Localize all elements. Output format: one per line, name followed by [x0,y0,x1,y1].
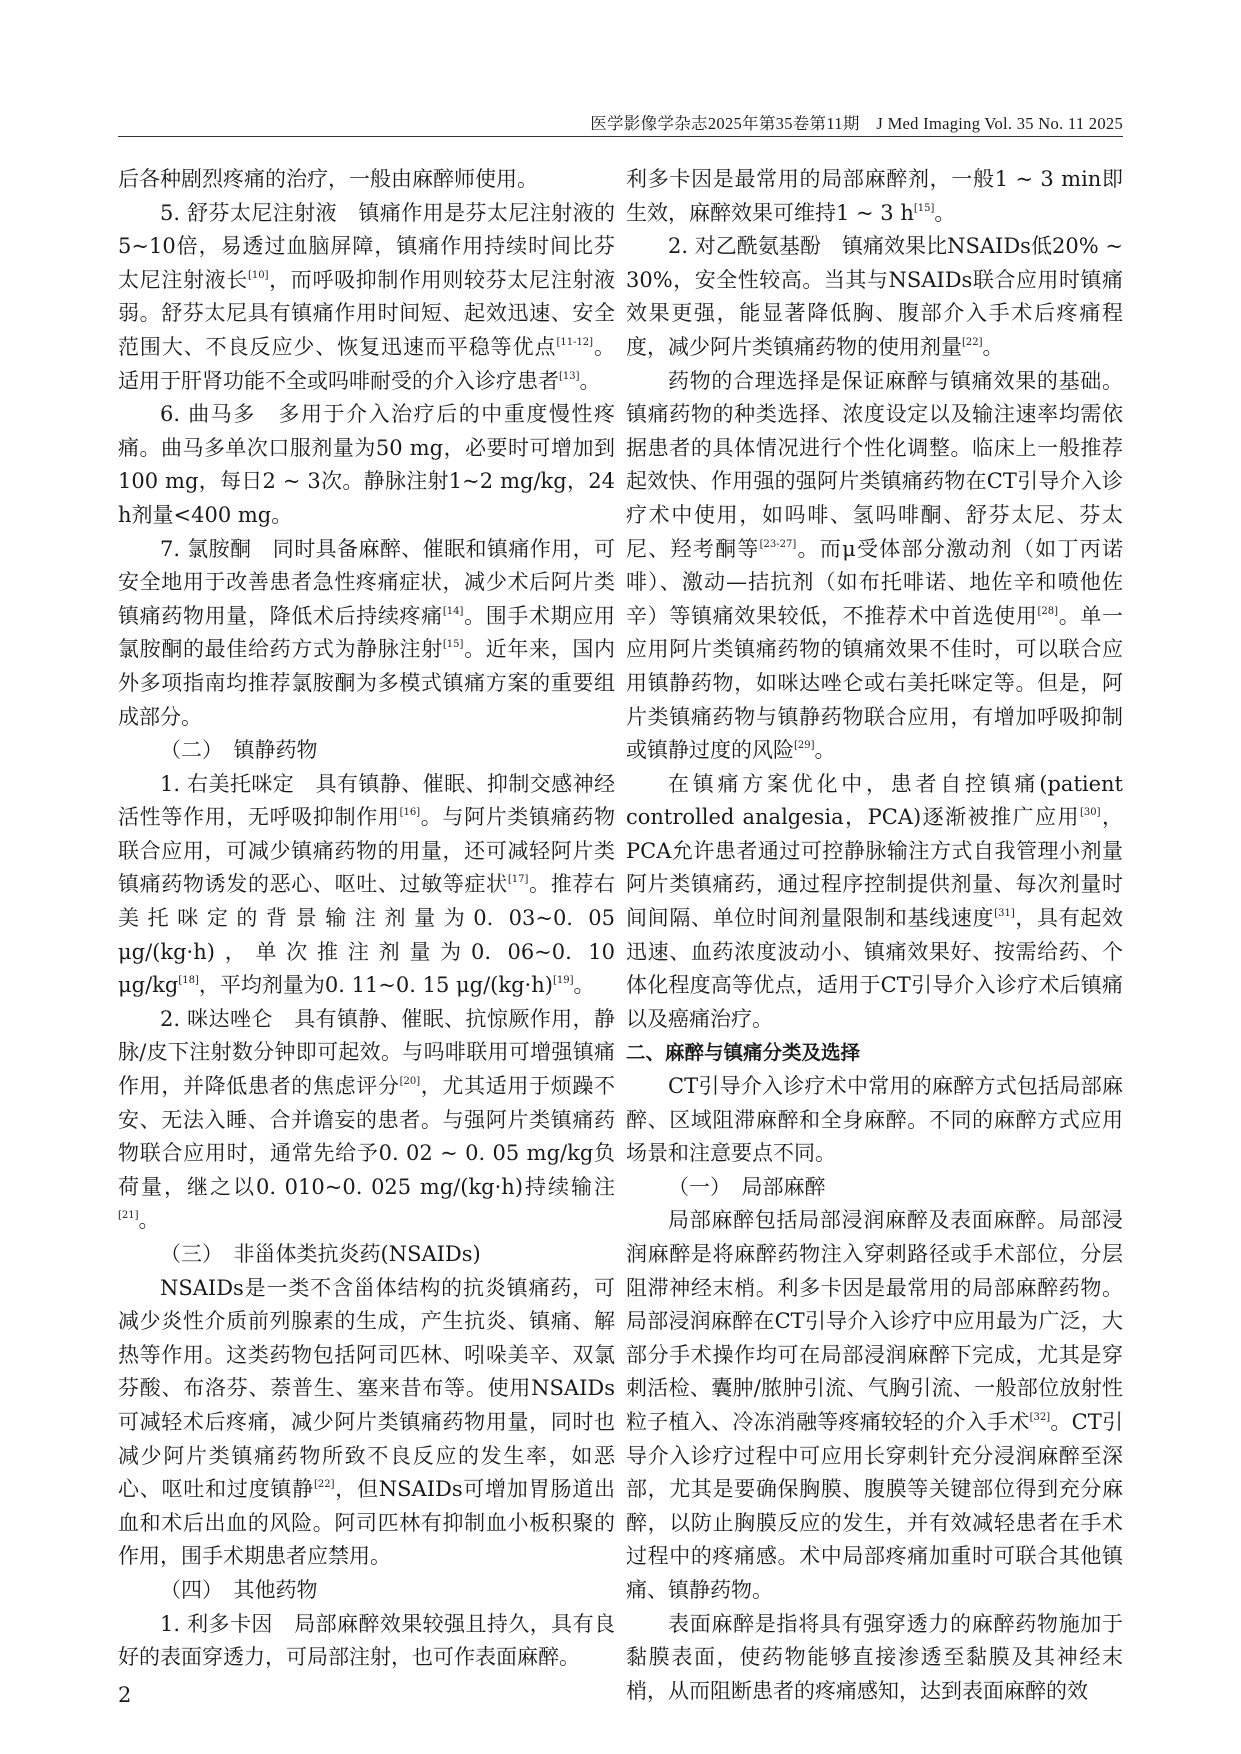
paragraph-dexmedetomidine: 1. 右美托咪定 具有镇静、催眠、抑制交感神经活性等作用，无呼吸抑制作用[16]。与阿片类镇痛药物联合应用，可减少镇痛药物的用量，还可减轻阿片类镇痛药物诱发的恶心、呕吐、过敏等症状[17]。推荐右美托咪定的背景输注剂量为0. 03~0. 05 μg/(kg·h)，单次推注剂量为0. 06~0. 10 μg/kg[18]，平均剂量为0. 11~0. 15 μg/(kg·h)[19]。 [118,771,616,998]
paragraph-surface-anesthesia: 表面麻醉是指将具有强穿透力的麻醉药物施加于黏膜表面，使药物能够直接渗透至黏膜及其神经末梢，从而阻断患者的疼痛感知，达到表面麻醉的效 [626,1611,1123,1703]
paragraph-midazolam: 2. 咪达唑仑 具有镇静、催眠、抗惊厥作用，静脉/皮下注射数分钟即可起效。与吗啡联用可增强镇痛作用，并降低患者的焦虑评分[20]，尤其适用于烦躁不安、无法入睡、合并谵妄的患者。与强阿片类镇痛药物联合应用时，通常先给予0. 02 ~ 0. 05 mg/kg负荷量，继之以0. 010~0. 025 mg/(kg·h)持续输注[21]。 [118,1006,616,1233]
paragraph-tramadol: 6. 曲马多 多用于介入治疗后的中重度慢性疼痛。曲马多单次口服剂量为50 mg，必要时可增加到100 mg，每日2 ~ 3次。静脉注射1~2 mg/kg，24 h剂量<400 mg。 [118,402,615,527]
citation: [23-27] [759,538,797,550]
right-column [626,163,1123,1708]
subsection-heading: （三） 非甾体类抗炎药(NSAIDs) [160,1242,481,1266]
page-number: 2 [118,1683,132,1707]
citation: [15] [442,639,464,651]
citation: [21] [118,1210,139,1222]
citation: [19] [552,975,574,987]
paragraph-sufentanil: 5. 舒芬太尼注射液 镇痛作用是芬太尼注射液的5~10倍，易透过血脑屏障，镇痛作用持续时间比芬太尼注射液长[10]，而呼吸抑制作用则较芬太尼注射液弱。舒芬太尼具有镇痛作用时间短、起效迅速、安全范围大、不良反应少、恢复迅速而平稳等优点[11-12]。适用于肝肾功能不全或吗啡耐受的介入诊疗患者[13]。 [118,200,616,393]
paragraph: CT引导介入诊疗术中常用的麻醉方式包括局部麻醉、区域阻滞麻醉和全身麻醉。不同的麻醉方式应用场景和注意要点不同。 [626,1074,1123,1166]
subsection-heading: （四） 其他药物 [160,1577,318,1602]
paragraph-pca: 在镇痛方案优化中，患者自控镇痛(patient controlled analgesia，PCA)逐渐被推广应用[30]，PCA允许患者通过可控静脉输注方式自我管理小剂量阿片类镇痛药，通过程序控制提供剂量、每次剂量时间间隔、单位时间剂量限制和基线速度[31]，具有起效迅速、血药浓度波动小、镇痛效果好、按需给药、个体化程度高等优点，适用于CT引导介入诊疗术后镇痛以及癌痛治疗。 [626,771,1124,1031]
paragraph-local-anesthesia: 局部麻醉包括局部浸润麻醉及表面麻醉。局部浸润麻醉是将麻醉药物注入穿刺路径或手术部位，分层阻滞神经末梢。利多卡因是最常用的局部麻醉药物。局部浸润麻醉在CT引导介入诊疗中应用最为广泛，大部分手术操作均可在局部浸润麻醉下完成，尤其是穿刺活检、囊肿/脓肿引流、气胸引流、一般部位放射性粒子植入、冷冻消融等疼痛较轻的介入手术[32]。CT引导介入诊疗过程中可应用长穿刺针充分浸润麻醉至深部，尤其是要确保胸膜、腹膜等关键部位得到充分麻醉，以防止胸膜反应的发生，并有效减轻患者在手术过程中的疼痛感。术中局部疼痛加重时可联合其他镇痛、镇静药物。 [626,1208,1123,1602]
citation: [20] [399,1076,421,1088]
paragraph-nsaids: NSAIDs是一类不含甾体结构的抗炎镇痛药，可减少炎性介质前列腺素的生成，产生抗炎、镇痛、解热等作用。这类药物包括阿司匹林、吲哚美辛、双氯芬酸、布洛芬、萘普生、塞来昔布等。使用NSAIDs可减轻术后疼痛，减少阿片类镇痛药物用量，同时也减少阿片类镇痛药物所致不良反应的发生率，如恶心、呕吐和过度镇静[22]，但NSAIDs可增加胃肠道出血和术后出血的风险。阿司匹林有抑制血小板积聚的作用，围手术期患者应禁用。 [118,1275,616,1569]
citation: [16] [399,807,421,819]
paragraph-acetaminophen: 2. 对乙酰氨基酚 镇痛效果比NSAIDs低20% ~ 30%，安全性较高。当其与NSAIDs联合应用时镇痛效果更强，能显著降低胸、腹部介入手术后疼痛程度，减少阿片类镇痛药物的使用剂量[22]。 [626,234,1123,359]
citation: [11-12] [556,336,594,348]
left-column [118,163,615,1675]
subsection-heading: （二） 镇静药物 [160,738,318,763]
citation: [28] [1037,605,1059,617]
citation: [18] [178,975,199,987]
paragraph: 后各种剧烈疼痛的治疗，一般由麻醉师使用。 [118,167,538,191]
header-rule [118,136,1123,137]
paragraph-drug-selection: 药物的合理选择是保证麻醉与镇痛效果的基础。镇痛药物的种类选择、浓度设定以及输注速率均需依据患者的具体情况进行个性化调整。临床上一般推荐起效快、作用强的强阿片类镇痛药物在CT引导介入诊疗术中使用，如吗啡、氢吗啡酮、舒芬太尼、芬太尼、羟考酮等[23-27]。而μ受体部分激动剂（如丁丙诺啡）、激动—拮抗剂（如布托啡诺、地佐辛和喷他佐辛）等镇痛效果较低，不推荐术中首选使用[28]。单一应用阿片类镇痛药物的镇痛效果不佳时，可以联合应用镇静药物，如咪达唑仑或右美托咪定等。但是，阿片类镇痛药物与镇静药物联合应用，有增加呼吸抑制或镇静过度的风险[29]。 [626,368,1124,763]
citation: [14] [442,605,464,617]
citation: [22] [962,336,983,348]
paragraph-lidocaine: 1. 利多卡因 局部麻醉效果较强且持久，具有良好的表面穿透力，可局部注射，也可作表面麻醉。 [118,1611,615,1670]
running-header: 医学影像学杂志2025年第35卷第11期 J Med Imaging Vol. 35 No. 11 2025 [590,114,1123,133]
paragraph-ketamine: 7. 氯胺酮 同时具备麻醉、催眠和镇痛作用，可安全地用于改善患者急性疼痛症状，减少术后阿片类镇痛药物用量，降低术后持续疼痛[14]。围手术期应用氯胺酮的最佳给药方式为静脉注射[15]。近年来，国内外多项指南均推荐氯胺酮为多模式镇痛方案的重要组成部分。 [118,536,616,729]
citation: [10] [247,269,269,281]
subsection-heading: （一） 局部麻醉 [668,1174,826,1199]
citation: [15] [913,202,935,214]
citation: [13] [559,370,580,382]
section-heading: 二、麻醉与镇痛分类及选择 [626,1041,861,1065]
citation: [31] [994,908,1015,920]
paragraph: 利多卡因是最常用的局部麻醉剂，一般1 ~ 3 min即生效，麻醉效果可维持1 ~ 3 h[15]。 [626,167,1123,225]
citation: [32] [1029,1411,1051,1423]
citation: [30] [1080,807,1101,819]
citation: [22] [313,1479,335,1491]
citation: [29] [794,740,815,752]
citation: [17] [507,874,529,886]
